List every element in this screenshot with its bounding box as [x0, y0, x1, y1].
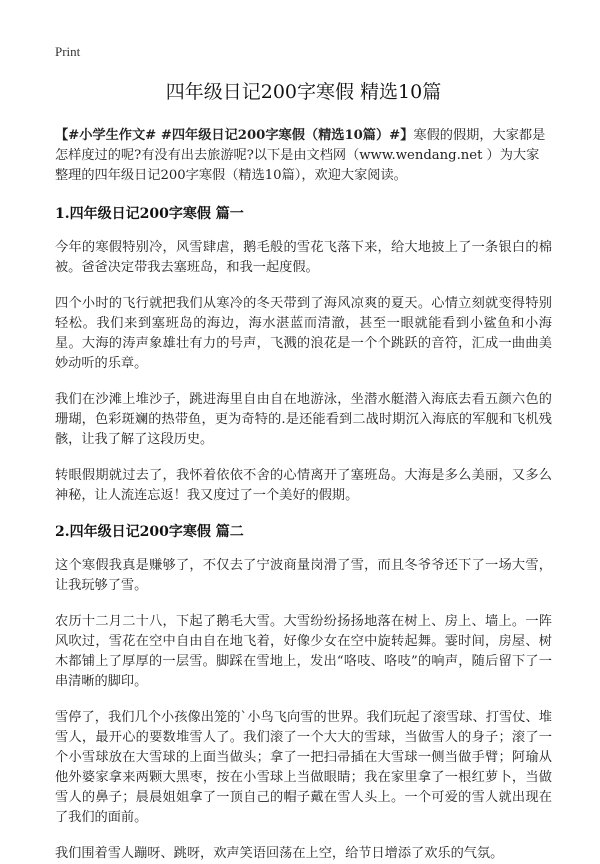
- section-2-paragraph-2: 农历十二月二十八，下起了鹅毛大雪。大雪纷纷扬扬地落在树上、房上、墙上。一阵风吹过，雪花在空中自由自在地飞着，好像少女在空中旋转起舞。霎时间，房屋、树木都铺上了厚厚的一层雪。脚踩在雪地上，发出“咯吱、咯吱”的响声，随后留下了一串清晰的脚印。: [55, 614, 552, 689]
- section-heading-1: 1.四年级日记200字寒假 篇一: [55, 206, 244, 222]
- section-2-paragraph-4: 我们围着雪人蹦呀、跳呀，欢声笑语回荡在上空，给节日增添了欢乐的气氛。: [55, 846, 504, 861]
- intro-tag: 【#小学生作文# #四年级日记200字寒假（精选10篇）#】: [55, 128, 414, 143]
- print-link[interactable]: Print: [55, 44, 81, 59]
- section-1-paragraph-2: 四个小时的飞行就把我们从寒冷的冬天带到了海风凉爽的夏天。心情立刻就变得特别轻松。我们来到塞班岛的海边，海水湛蓝而清澈，甚至一眼就能看到小鲨鱼和小海星。大海的涛声象雄壮有力的号声，飞溅的浪花是一个个跳跃的音符，汇成一曲曲美妙动听的乐章。: [55, 296, 552, 371]
- section-1-paragraph-1: 今年的寒假特别冷，风雪肆虐，鹅毛般的雪花飞落下来，给大地披上了一条银白的棉被。爸爸决定带我去塞班岛，和我一起度假。: [55, 240, 552, 275]
- intro-paragraph: [55, 126, 552, 186]
- section-heading-2: 2.四年级日记200字寒假 篇二: [55, 524, 244, 540]
- section-1-paragraph-3: 我们在沙滩上堆沙子，跳进海里自由自在地游泳，坐潜水艇潜入海底去看五颜六色的珊瑚，色彩斑斓的热带鱼，更为奇特的.是还能看到二战时期沉入海底的军舰和飞机残骸，让我了解了这段历史。: [55, 392, 552, 447]
- section-1-paragraph-4: 转眼假期就过去了，我怀着依依不舍的心情离开了塞班岛。大海是多么美丽，又多么神秘，让人流连忘返！我又度过了一个美好的假期。: [55, 468, 552, 503]
- page-title: 四年级日记200字寒假 精选10篇: [165, 81, 442, 103]
- intro-text: 寒假的假期，大家都是怎样度过的呢?有没有出去旅游呢?以下是由文档网（www.wendang.net ）为大家整理的四年级日记200字寒假（精选10篇），欢迎大家阅读。: [55, 128, 546, 183]
- section-2-paragraph-1: 这个寒假我真是赚够了，不仅去了宁波商量岗滑了雪，而且冬爷爷还下了一场大雪，让我玩够了雪。: [55, 558, 552, 593]
- section-2-paragraph-3: 雪停了，我们几个小孩像出笼的`小鸟飞向雪的世界。我们玩起了滚雪球、打雪仗、堆雪人，最开心的要数堆雪人了。我们滚了一个大大的雪球，当做雪人的身子；滚了一个小雪球放在大雪球的上面当做头；拿了一把扫帚插在大雪球一侧当做手臂；阿瑜从他外婆家拿来两颗大黑枣，按在小雪球上当做眼睛；我在家里拿了一根红萝卜，当做雪人的鼻子；晨晨姐姐拿了一顶自己的帽子戴在雪人头上。一个可爱的雪人就出现在了我们的面前。: [55, 710, 552, 825]
